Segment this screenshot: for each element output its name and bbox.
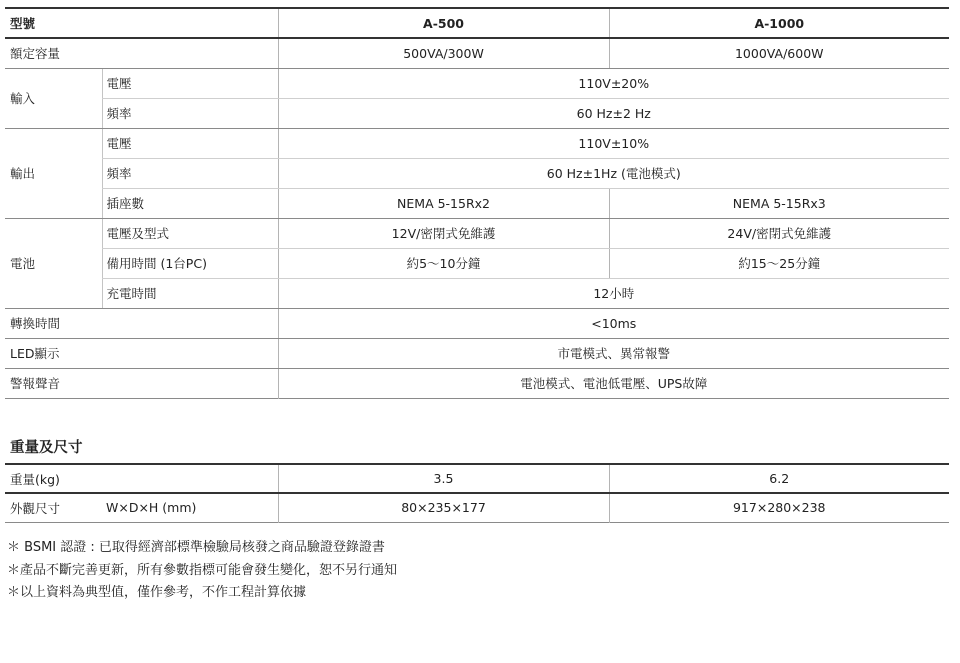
output-outlets-b: NEMA 5-15Rx3 — [609, 188, 949, 218]
output-group-label: 輸出 — [5, 128, 102, 218]
weight-b: 6.2 — [609, 464, 949, 493]
model-a-header: A-500 — [278, 8, 609, 38]
battery-type-b: 24V/密閉式免維護 — [609, 218, 949, 248]
rated-capacity-label: 額定容量 — [5, 38, 278, 68]
transfer-time-row — [5, 308, 949, 338]
output-frequency-value: 60 Hz±1Hz (電池模式) — [278, 158, 949, 188]
rated-capacity-b: 1000VA/600W — [609, 38, 949, 68]
weight-row — [5, 464, 949, 493]
alarm-label: 警報聲音 — [10, 376, 61, 391]
rated-capacity-a: 500VA/300W — [278, 38, 609, 68]
battery-backup-row — [5, 248, 949, 278]
input-voltage-label: 電壓 — [102, 68, 278, 98]
output-outlets-label: 插座數 — [102, 188, 278, 218]
led-display-value: 市電模式、異常報警 — [278, 338, 949, 368]
led-display-label: LED顯示 — [5, 338, 278, 368]
rated-capacity-row — [5, 38, 949, 68]
output-frequency-row — [5, 158, 949, 188]
input-voltage-row — [5, 68, 949, 98]
alarm-row — [5, 368, 949, 398]
battery-backup-label: 備用時間 (1台PC) — [102, 248, 278, 278]
alarm-value: 電池模式、電池低電壓、UPS故障 — [278, 368, 949, 398]
input-frequency-value: 60 Hz±2 Hz — [278, 98, 949, 128]
model-column-header: 型號 — [5, 8, 278, 38]
dimensions-a: 80×235×177 — [278, 493, 609, 522]
transfer-time-label: 轉換時間 — [5, 308, 278, 338]
input-voltage-value: 110V±20% — [278, 68, 949, 98]
model-b-header: A-1000 — [609, 8, 949, 38]
note-spec-change: ＊產品不斷完善更新，所有參數指標可能會發生變化，恕不另行通知 — [7, 562, 398, 578]
dimensions-b: 917×280×238 — [609, 493, 949, 522]
weight-section-title: 重量及尺寸 — [10, 440, 83, 456]
battery-type-label: 電壓及型式 — [102, 218, 278, 248]
output-voltage-label: 電壓 — [102, 128, 278, 158]
battery-backup-a: 約5～10分鐘 — [278, 248, 609, 278]
note-bsmi: ＊ BSMI 認證 : 已取得經濟部標準檢驗局核發之商品驗證登錄證書 — [7, 540, 385, 555]
battery-charge-label: 充電時間 — [102, 278, 278, 308]
input-frequency-label: 頻率 — [102, 98, 278, 128]
output-frequency-label: 頻率 — [102, 158, 278, 188]
dimensions-unit-label: W×D×H (mm) — [106, 500, 197, 516]
dimensions-label: 外觀尺寸 — [10, 500, 61, 516]
led-display-row — [5, 338, 949, 368]
spec-header-row — [5, 8, 949, 38]
battery-charge-row — [5, 278, 949, 308]
notes-section — [7, 537, 397, 605]
output-voltage-row — [5, 128, 949, 158]
dimensions-row — [5, 493, 949, 522]
weight-dimensions-table — [5, 463, 949, 523]
weight-a: 3.5 — [278, 464, 609, 493]
battery-type-row — [5, 218, 949, 248]
output-outlets-row — [5, 188, 949, 218]
battery-charge-value: 12小時 — [278, 278, 949, 308]
input-frequency-row — [5, 98, 949, 128]
note-typical-values: ＊以上資料為典型值，僅作參考，不作工程計算依據 — [7, 585, 307, 600]
battery-group-label: 電池 — [5, 218, 102, 308]
spec-table — [5, 7, 949, 399]
input-group-label: 輸入 — [5, 68, 102, 128]
weight-label: 重量(kg) — [5, 464, 278, 493]
transfer-time-value: <10ms — [278, 308, 949, 338]
output-voltage-value: 110V±10% — [278, 128, 949, 158]
battery-type-a: 12V/密閉式免維護 — [278, 218, 609, 248]
output-outlets-a: NEMA 5-15Rx2 — [278, 188, 609, 218]
battery-backup-b: 約15～25分鐘 — [609, 248, 949, 278]
